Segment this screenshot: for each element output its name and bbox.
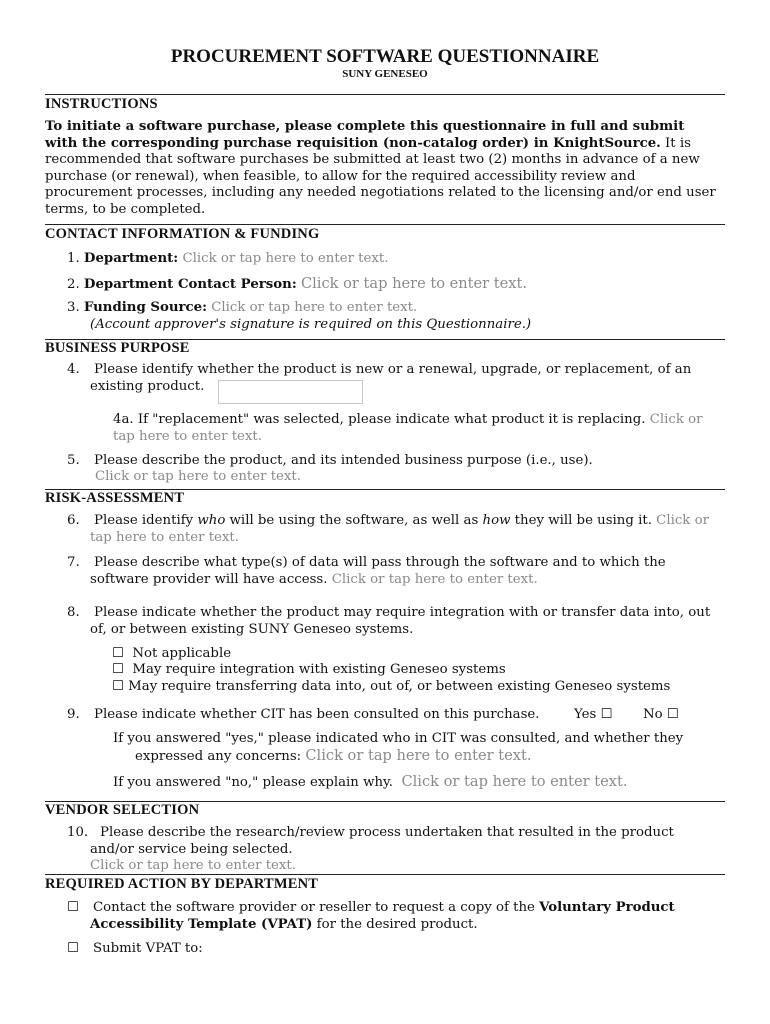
- question-3: 3. Funding Source: Click or tap here to enter text.: [67, 300, 418, 315]
- cit-no-option[interactable]: No ☐: [643, 707, 679, 722]
- checkbox-icon[interactable]: ☐: [112, 662, 124, 677]
- option-transfer-data[interactable]: ☐ May require transferring data into, out of, or between existing Geneseo systems: [112, 679, 671, 694]
- users-field[interactable]: Click or tap here to enter text.: [90, 513, 709, 545]
- question-8-text: Please indicate whether the product may require integration with or transfer data into, out of, or between existing SUNY Geneseo systems.: [90, 605, 711, 637]
- instructions-bold-text: To initiate a software purchase, please complete this questionnaire in full and submit with the corresponding purchase requisition (non-catalog order) in KnightSource.: [45, 119, 685, 151]
- question-9-text: Please indicate whether CIT has been consulted on this purchase.: [94, 707, 540, 722]
- section-heading-contact: CONTACT INFORMATION & FUNDING: [45, 226, 320, 242]
- department-field[interactable]: Click or tap here to enter text.: [182, 251, 389, 266]
- funding-note: (Account approver's signature is required on this Questionnaire.): [90, 317, 532, 332]
- funding-source-label: Funding Source:: [83, 300, 208, 315]
- product-description-field[interactable]: Click or tap here to enter text.: [95, 469, 301, 484]
- instructions-text: [45, 119, 721, 219]
- question-6-number: 6.: [67, 513, 80, 528]
- checkbox-icon[interactable]: ☐: [112, 646, 124, 661]
- cit-consulted-field[interactable]: Click or tap here to enter text.: [305, 746, 532, 764]
- question-4-text: Please identify whether the product is new or a renewal, upgrade, or replacement, of an existing product.: [90, 362, 692, 394]
- product-status-dropdown[interactable]: [218, 380, 363, 404]
- question-10-number: 10.: [67, 825, 89, 840]
- question-4a: 4a. If "replacement" was selected, please indicate what product it is replacing. Click or tap here to enter text.: [113, 412, 703, 444]
- divider: [45, 224, 725, 225]
- contact-person-label: Department Contact Person:: [83, 277, 297, 292]
- page-subtitle: SUNY GENESEO: [342, 68, 428, 80]
- option-integration[interactable]: ☐ May require integration with existing Geneseo systems: [112, 662, 506, 677]
- question-2: 2. Department Contact Person: Click or tap here to enter text.: [67, 275, 528, 292]
- funding-source-field[interactable]: Click or tap here to enter text.: [211, 300, 418, 315]
- contact-person-field[interactable]: Click or tap here to enter text.: [300, 275, 528, 292]
- submit-vpat-text: Submit VPAT to:: [93, 941, 203, 956]
- question-7-number: 7.: [67, 555, 80, 570]
- checkbox-icon[interactable]: ☐: [666, 707, 679, 722]
- cit-yes-option[interactable]: Yes ☐: [574, 707, 613, 722]
- question-9-number: 9.: [67, 707, 80, 722]
- question-10-text: Please describe the research/review process undertaken that resulted in the product and/or service being selected.: [90, 825, 674, 857]
- replaced-product-field[interactable]: Click or tap here to enter text.: [113, 412, 703, 444]
- page-title: PROCUREMENT SOFTWARE QUESTIONNAIRE: [170, 46, 600, 67]
- data-types-field[interactable]: Click or tap here to enter text.: [331, 571, 538, 587]
- department-label: Department:: [83, 251, 179, 266]
- research-process-field[interactable]: Click or tap here to enter text.: [90, 858, 296, 873]
- question-1: 1. Department: Click or tap here to enter text.: [67, 251, 389, 266]
- option-not-applicable[interactable]: ☐ Not applicable: [112, 646, 232, 661]
- question-7-text: Please describe what type(s) of data will pass through the software and to which the software provider will have access. Click or tap here to enter text.: [90, 555, 666, 587]
- question-5-number: 5.: [67, 453, 80, 468]
- question-9-no-followup: If you answered "no," please explain why. Click or tap here to enter text.: [113, 773, 628, 790]
- question-8-number: 8.: [67, 605, 80, 620]
- divider: [45, 874, 725, 875]
- cit-explain-field[interactable]: Click or tap here to enter text.: [401, 773, 628, 790]
- divider: [45, 94, 725, 95]
- submit-vpat-checkbox[interactable]: [67, 941, 79, 958]
- vpat-request-checkbox[interactable]: [67, 900, 79, 917]
- section-heading-business: BUSINESS PURPOSE: [45, 340, 190, 356]
- section-heading-instructions: INSTRUCTIONS: [45, 96, 158, 112]
- checkbox-icon[interactable]: ☐: [112, 679, 124, 694]
- vpat-request-text: Contact the software provider or reseller to request a copy of the Voluntary Product Accessibility Template (VPAT) for the desired product.: [90, 900, 675, 932]
- question-4-number: 4.: [67, 362, 80, 377]
- question-6-text: Please identify who will be using the software, as well as how they will be using it. Click or tap here to enter text.: [90, 513, 709, 545]
- section-heading-risk: RISK-ASSESSMENT: [45, 490, 185, 506]
- question-9-yes-followup: If you answered "yes," please indicated who in CIT was consulted, and whether they expressed any concerns: Click or tap here to enter text.: [113, 731, 684, 764]
- checkbox-icon[interactable]: ☐: [67, 941, 79, 956]
- checkbox-icon[interactable]: ☐: [600, 707, 613, 722]
- checkbox-icon[interactable]: ☐: [67, 900, 79, 915]
- question-5-text: Please describe the product, and its intended business purpose (i.e., use).: [94, 453, 593, 468]
- section-heading-vendor: VENDOR SELECTION: [45, 802, 200, 818]
- section-heading-required-action: REQUIRED ACTION BY DEPARTMENT: [45, 876, 319, 892]
- instructions-body-text: It is recommended that software purchases be submitted at least two (2) months in advance of a new purchase (or renewal), when feasible, to allow for the required accessibility review and procurement processes, including any needed negotiations related to the licensing and/or end user terms, to be completed.: [45, 135, 716, 217]
